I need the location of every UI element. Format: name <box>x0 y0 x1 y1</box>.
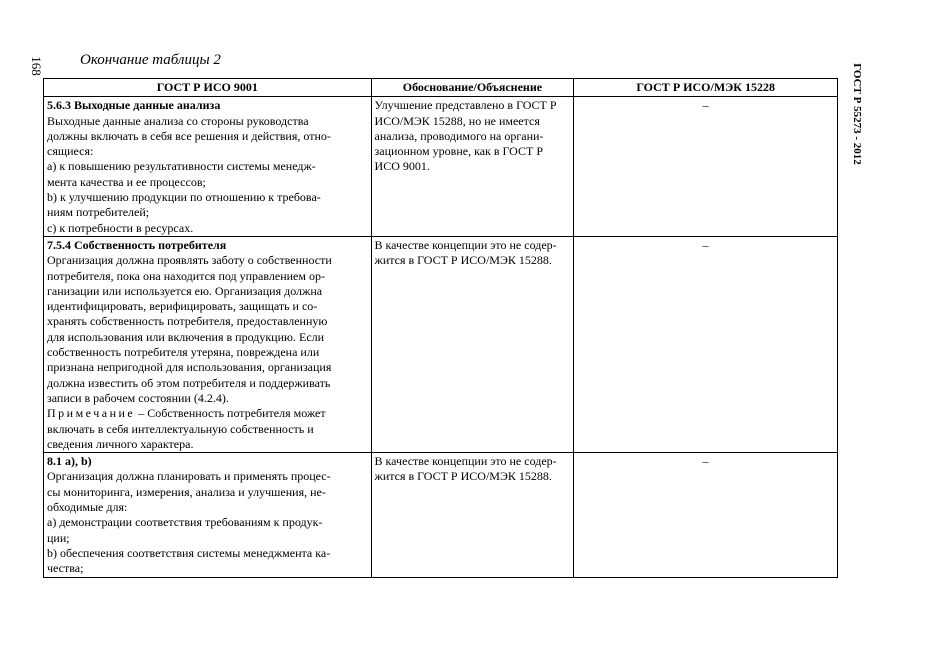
note-text-line: сведения личного характера. <box>47 436 194 451</box>
explanation-text-line: Улучшение представлено в ГОСТ Р <box>374 98 557 113</box>
clause-text-line: ганизации или используется ею. Организация должна <box>47 283 323 298</box>
clause-text-line: b) к улучшению продукции по отношению к требова- <box>47 190 321 205</box>
clause-text-line: Выходные данные анализа со стороны руководства <box>47 113 309 128</box>
explanation-text-line: жится в ГОСТ Р ИСО/МЭК 15288. <box>374 253 552 268</box>
standard-designation-text: ГОСТ Р 55273 - 2012 <box>850 63 863 165</box>
clause-text-line: ции; <box>47 530 70 545</box>
iso9001-cell <box>44 236 372 452</box>
clause-text-line: собственность потребителя утеряна, повреждена или <box>47 345 320 360</box>
page-number <box>30 50 50 80</box>
clause-text-line: а) к повышению результативности системы менедж- <box>47 159 316 174</box>
table-row <box>44 453 838 577</box>
explanation-text-line: жится в ГОСТ Р ИСО/МЭК 15288. <box>374 469 552 484</box>
standard-designation <box>852 60 872 180</box>
clause-text-line: должна известить об этом потребителя и поддерживать <box>47 375 331 390</box>
clause-text-line: сящиеся: <box>47 144 94 159</box>
clause-text-line: с) к потребности в ресурсах. <box>47 220 194 235</box>
clause-heading: 8.1 а), b) <box>47 454 92 469</box>
clause-text-line: сы мониторинга, измерения, анализа и улучшения, не- <box>47 484 326 499</box>
page-number-text: 168 <box>28 56 44 76</box>
header-explanation: Обоснование/Объяснение <box>371 79 574 97</box>
clause-text-line: ниям потребителей; <box>47 205 150 220</box>
clause-text-line: должны включать в себя все решения и действия, отно- <box>47 128 331 143</box>
table-row <box>44 97 838 237</box>
header-iso9001: ГОСТ Р ИСО 9001 <box>44 79 372 97</box>
iso15228-cell: – <box>574 97 838 237</box>
clause-text-line: Организация должна планировать и применять процес- <box>47 469 331 484</box>
explanation-text-line: В качестве концепции это не содер- <box>374 237 557 252</box>
iso15228-cell: – <box>574 453 838 577</box>
clause-text-line: мента качества и ее процессов; <box>47 174 206 189</box>
table-caption: Окончание таблицы 2 <box>80 52 221 68</box>
iso9001-cell <box>44 97 372 237</box>
explanation-text-line: ИСО 9001. <box>374 159 430 174</box>
clause-heading: 7.5.4 Собственность потребителя <box>47 237 227 252</box>
explanation-cell <box>371 236 574 452</box>
iso15228-cell: – <box>574 236 838 452</box>
clause-text-line: признана непригодной для использования, организация <box>47 360 332 375</box>
comparison-table <box>43 78 838 578</box>
explanation-text-line: В качестве концепции это не содер- <box>374 454 557 469</box>
note-text-line: включать в себя интеллектуальную собственность и <box>47 421 314 436</box>
clause-text-line: записи в рабочем состоянии (4.2.4). <box>47 390 229 405</box>
clause-text-line: обходимые для: <box>47 500 128 515</box>
clause-text-line: чества; <box>47 561 84 576</box>
explanation-text-line: анализа, проводимого на органи- <box>374 128 544 143</box>
table-row <box>44 236 838 452</box>
iso9001-cell <box>44 453 372 577</box>
clause-heading: 5.6.3 Выходные данные анализа <box>47 98 221 113</box>
clause-text-line: для использования или включения в продукцию. Если <box>47 329 325 344</box>
explanation-text-line: зационном уровне, как в ГОСТ Р <box>374 144 543 159</box>
explanation-text-line: ИСО/МЭК 15288, но не имеется <box>374 113 540 128</box>
explanation-cell <box>371 453 574 577</box>
note-line <box>47 406 368 421</box>
header-iso15228: ГОСТ Р ИСО/МЭК 15228 <box>574 79 838 97</box>
note-label: Примечание <box>47 406 136 421</box>
explanation-cell <box>371 97 574 237</box>
note-text: – Собственность потребителя может <box>135 406 326 421</box>
clause-text-line: идентифицировать, верифицировать, защищать и со- <box>47 299 318 314</box>
clause-text-line: b) обеспечения соответствия системы менеджмента ка- <box>47 545 331 560</box>
clause-text-line: Организация должна проявлять заботу о собственности <box>47 253 332 268</box>
clause-text-line: а) демонстрации соответствия требованиям к продук- <box>47 515 323 530</box>
clause-text-line: потребителя, пока она находится под управлением ор- <box>47 268 325 283</box>
table-header-row <box>44 79 838 97</box>
clause-text-line: хранять собственность потребителя, предоставленную <box>47 314 328 329</box>
